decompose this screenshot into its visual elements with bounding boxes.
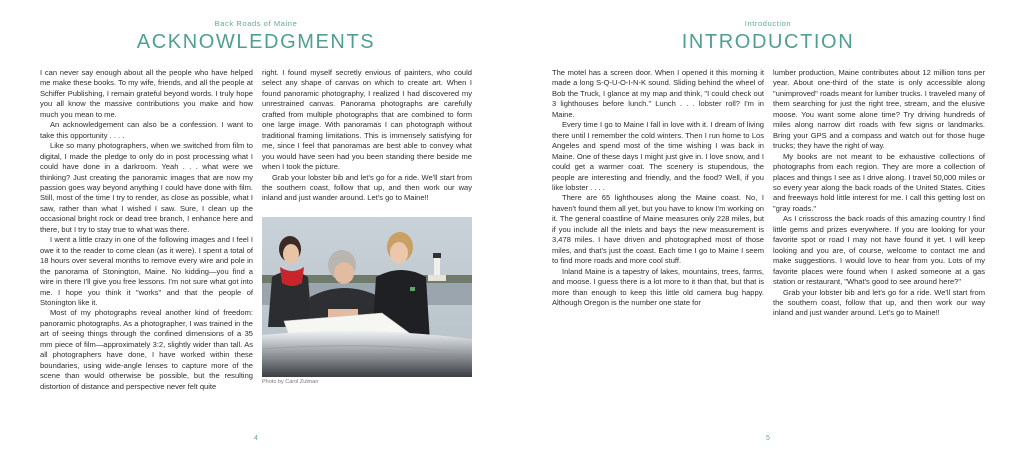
paragraph: I can never say enough about all the people who have helped me make these books. To my wife, friends, and all the people at Schiffer Publishing, I remain grateful beyond words. I truly hope you all know the massive contributions you make and how much you mean to me. bbox=[40, 68, 253, 119]
right-page bbox=[512, 0, 1024, 456]
photo-caption: Photo by Carol Zulman bbox=[262, 379, 319, 385]
paragraph: There are 65 lighthouses along the Maine coast. No, I haven't found them all yet, but you have to know I'm working on it. The general coastline of Maine measures only 228 miles, but if you include all the inlets and bays the new measurement is 3,478 miles. I have driven and photographed most of those miles, and that's just the coast. Each time I go to Maine I seem to find more roads and more cool stuff. bbox=[552, 193, 764, 266]
paragraph: As I crisscross the back roads of this amazing country I find little gems and prizes everywhere. If you are looking for your favorite spot or road I may not have found it yet. I will keep looking and you are, of course, welcome to contact me and make suggestions. I would love to hear from you. Lots of my favorite places were found when I asked someone at a gas station or restaurant, "What's good to see around here?" bbox=[773, 214, 985, 287]
paragraph: right. I found myself secretly envious of painters, who could select any shape of canvas on which to create art. When I found panoramic photography, I realized I had discovered my unrestrained canvas. Panorama photographs are carefully crafted from multiple photographs that are combined to form one large image. With panoramas I can photograph without traditional framing limitations. This is immensely satisfying for me, since I feel that panoramas are best able to convey what you would have seen had you been standing there beside me when I took the picture. bbox=[262, 68, 472, 172]
photo-people-with-map bbox=[262, 217, 472, 377]
page-number: 4 bbox=[254, 435, 258, 442]
paragraph: The motel has a screen door. When I opened it this morning it made a long S-Q-U-O-I-N-K sound. Sliding behind the wheel of Bob the Truck, I glance at my map and think, "I could check out 3 lighthouses before lunch." Lunch . . . lobster roll? I'm in Maine. bbox=[552, 68, 764, 119]
paragraph: Inland Maine is a tapestry of lakes, mountains, trees, farms, and moose. I guess there is a lot more to it than that, but that is more than enough to keep this little old camera bug happy. Although Oregon is the number one state for bbox=[552, 266, 764, 307]
paragraph: I went a little crazy in one of the following images and I feel I owe it to the reader to come clean (as it were). I spent a total of 18 hours over several months to remove every wire and pole in the panorama of Stonington, Maine. No kidding—you find a wire in there I'll give you free lessons. I'm not sure what got into me. I hope you think it "works" and that the people of Stonington like it. bbox=[40, 235, 253, 307]
paragraph: Like so many photographers, when we switched from film to digital, I made the pledge to only do in post processing what I could have done in a darkroom. Yeah . . . what were we thinking? Just creating the panoramic images that are now my passion goes way beyond anything I could have done with film. Still, most of the time I try to render, as close as possible, what I saw, rather than what I wished I saw. Sure, I clean up the occasional bright rock or dead tree branch, I enhance here and there, but I try to stay true to what was there. bbox=[40, 141, 253, 234]
paragraph: lumber production, Maine contributes about 12 million tons per year. About one-third of the state is only accessible along "unimproved" roads meant for lumber trucks. I traveled many of them searching for just the right tree, stream, and the elusive moose. You want some alone time? Try driving hundreds of miles along narrow dirt roads with few signs or landmarks. Bring your GPS and a compass and watch out for those huge trucks; they have the right of way. bbox=[773, 68, 985, 151]
page-title: INTRODUCTION bbox=[681, 31, 855, 53]
text-column bbox=[552, 68, 764, 308]
paragraph: Grab your lobster bib and let's go for a ride. We'll start from the southern coast, follow that up, and then work our way inland and just wander around. Let's go to Maine!! bbox=[773, 287, 985, 318]
paragraph: Grab your lobster bib and let's go for a ride. We'll start from the southern coast, follow that up, and then work our way inland and just wander around. Let's go to Maine!! bbox=[262, 172, 472, 203]
text-column bbox=[262, 68, 472, 204]
running-head: Back Roads of Maine bbox=[214, 19, 298, 28]
running-head: Introduction bbox=[744, 19, 792, 28]
text-column bbox=[773, 68, 985, 319]
text-column bbox=[40, 68, 253, 392]
page-title: ACKNOWLEDGMENTS bbox=[136, 31, 376, 53]
page-number: 5 bbox=[766, 435, 770, 442]
paragraph: Most of my photographs reveal another kind of freedom: panoramic photographs. As a photographer, I was trained in the art of seeing things through the confined dimensions of a 35 mm piece of film—approximately 3:2, slightly wider than tall. As all photographers have done, I have worked within these boundaries, using wide-angle lenses to capture more of the scene than would otherwise be possible, but the resulting distortion of distance and perspective never felt quite bbox=[40, 308, 253, 391]
paragraph: An acknowledgement can also be a confession. I want to take this opportunity . . . . bbox=[40, 120, 253, 140]
paragraph: Every time I go to Maine I fall in love with it. I dream of living there until I remember the cold winters. Then I run home to Los Angeles and spend most of the time wishing I was back in Maine. One of these days I might just give in. I love snow, and I could get a warmer coat. The scenery is stupendous, the people are interesting and friendly, and the food? Well, if you like lobster . . . . bbox=[552, 120, 764, 192]
paragraph: My books are not meant to be exhaustive collections of photographs from each region. They are more a collection of places and things I see as I drive along. I travel 50,000 miles or so every year along the back roads of the United States. Cities and freeways hold little interest for me. I call this getting lost on "gray roads." bbox=[773, 151, 985, 213]
